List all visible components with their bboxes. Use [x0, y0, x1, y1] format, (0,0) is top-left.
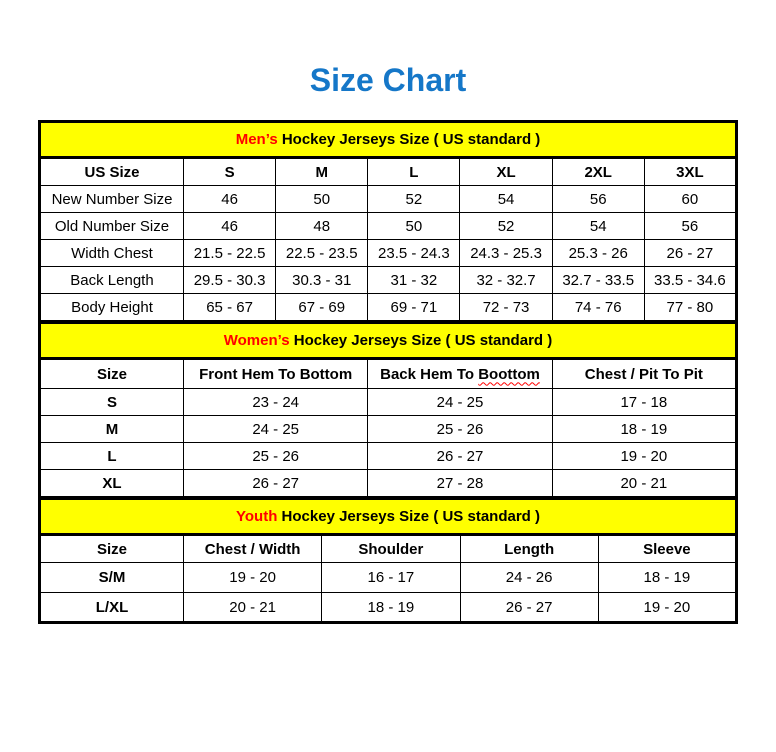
- table-cell: 72 - 73: [460, 294, 552, 321]
- table-row: [40, 443, 737, 470]
- misspelled-word: Boottom: [478, 365, 540, 383]
- table-row: [40, 240, 737, 267]
- table-cell: 52: [460, 213, 552, 240]
- table-cell: 32 - 32.7: [460, 267, 552, 294]
- table-cell: 31 - 32: [368, 267, 460, 294]
- table-cell: 19 - 20: [552, 443, 736, 470]
- table-cell: 48: [276, 213, 368, 240]
- column-header: S: [184, 158, 276, 186]
- row-label: L/XL: [40, 593, 184, 623]
- table-cell: 24 - 26: [460, 563, 598, 593]
- column-header: Size: [40, 535, 184, 563]
- table-cell: 18 - 19: [552, 416, 736, 443]
- men-size-table: [38, 120, 738, 321]
- men-band-highlight: Men’s: [235, 131, 278, 148]
- table-row: [40, 563, 737, 593]
- column-header: Size: [40, 359, 184, 389]
- column-header: XL: [460, 158, 552, 186]
- table-cell: 52: [368, 186, 460, 213]
- table-cell: 29.5 - 30.3: [184, 267, 276, 294]
- women-band-highlight: Women’s: [223, 332, 290, 349]
- table-cell: 77 - 80: [644, 294, 736, 321]
- row-label: New Number Size: [40, 186, 184, 213]
- table-cell: 26 - 27: [460, 593, 598, 623]
- men-band-row: [40, 122, 737, 158]
- table-cell: 54: [460, 186, 552, 213]
- table-cell: 26 - 27: [184, 470, 368, 497]
- table-cell: 19 - 20: [184, 563, 322, 593]
- table-cell: 25 - 26: [368, 416, 552, 443]
- page-title: Size Chart: [309, 62, 467, 98]
- row-label: S/M: [40, 563, 184, 593]
- column-header: M: [276, 158, 368, 186]
- women-section-band: [40, 323, 737, 359]
- women-size-table: [38, 321, 738, 497]
- table-cell: 56: [552, 186, 644, 213]
- table-row: [40, 294, 737, 321]
- table-cell: 50: [276, 186, 368, 213]
- table-cell: 32.7 - 33.5: [552, 267, 644, 294]
- row-label: Width Chest: [40, 240, 184, 267]
- table-row: [40, 416, 737, 443]
- table-cell: 26 - 27: [644, 240, 736, 267]
- table-cell: 54: [552, 213, 644, 240]
- row-label: S: [40, 389, 184, 416]
- men-band-text: Hockey Jerseys Size ( US standard ): [277, 131, 541, 148]
- men-section-band: [40, 122, 737, 158]
- column-header: Length: [460, 535, 598, 563]
- women-header-row: [40, 359, 737, 389]
- row-label: L: [40, 443, 184, 470]
- table-cell: 22.5 - 23.5: [276, 240, 368, 267]
- table-cell: 25.3 - 26: [552, 240, 644, 267]
- column-header: 2XL: [552, 158, 644, 186]
- table-cell: 46: [184, 213, 276, 240]
- table-cell: 74 - 76: [552, 294, 644, 321]
- table-cell: 33.5 - 34.6: [644, 267, 736, 294]
- table-cell: 24 - 25: [368, 389, 552, 416]
- table-row: [40, 213, 737, 240]
- row-label: Body Height: [40, 294, 184, 321]
- table-cell: 17 - 18: [552, 389, 736, 416]
- women-band-row: [40, 323, 737, 359]
- table-cell: 20 - 21: [552, 470, 736, 497]
- women-band-text: Hockey Jerseys Size ( US standard ): [289, 332, 553, 349]
- table-cell: 19 - 20: [598, 593, 736, 623]
- table-cell: 65 - 67: [184, 294, 276, 321]
- table-cell: 16 - 17: [322, 563, 460, 593]
- table-cell: 21.5 - 22.5: [184, 240, 276, 267]
- row-label: Old Number Size: [40, 213, 184, 240]
- table-cell: 27 - 28: [368, 470, 552, 497]
- table-cell: 18 - 19: [322, 593, 460, 623]
- table-cell: 25 - 26: [184, 443, 368, 470]
- row-label: XL: [40, 470, 184, 497]
- row-label: M: [40, 416, 184, 443]
- table-cell: 67 - 69: [276, 294, 368, 321]
- youth-section-band: [40, 499, 737, 535]
- youth-size-table: [38, 497, 738, 624]
- youth-band-row: [40, 499, 737, 535]
- table-cell: 60: [644, 186, 736, 213]
- column-header: Back Hem To Boottom: [368, 359, 552, 389]
- table-row: [40, 186, 737, 213]
- table-row: [40, 267, 737, 294]
- column-header: US Size: [40, 158, 184, 186]
- youth-band-text: Hockey Jerseys Size ( US standard ): [277, 508, 540, 525]
- column-header: 3XL: [644, 158, 736, 186]
- row-label: Back Length: [40, 267, 184, 294]
- column-header: Chest / Pit To Pit: [552, 359, 736, 389]
- table-cell: 20 - 21: [184, 593, 322, 623]
- table-cell: 24.3 - 25.3: [460, 240, 552, 267]
- youth-band-highlight: Youth: [236, 508, 278, 525]
- column-header: L: [368, 158, 460, 186]
- table-cell: 18 - 19: [598, 563, 736, 593]
- youth-header-row: [40, 535, 737, 563]
- table-cell: 46: [184, 186, 276, 213]
- column-header: Sleeve: [598, 535, 736, 563]
- column-header: Shoulder: [322, 535, 460, 563]
- table-cell: 26 - 27: [368, 443, 552, 470]
- table-cell: 50: [368, 213, 460, 240]
- table-cell: 69 - 71: [368, 294, 460, 321]
- table-cell: 24 - 25: [184, 416, 368, 443]
- men-header-row: [40, 158, 737, 186]
- table-cell: 23.5 - 24.3: [368, 240, 460, 267]
- table-cell: 23 - 24: [184, 389, 368, 416]
- column-header: Chest / Width: [184, 535, 322, 563]
- size-chart-container: [38, 120, 738, 624]
- table-row: [40, 593, 737, 623]
- column-header: Front Hem To Bottom: [184, 359, 368, 389]
- table-cell: 30.3 - 31: [276, 267, 368, 294]
- table-row: [40, 389, 737, 416]
- table-cell: 56: [644, 213, 736, 240]
- table-row: [40, 470, 737, 497]
